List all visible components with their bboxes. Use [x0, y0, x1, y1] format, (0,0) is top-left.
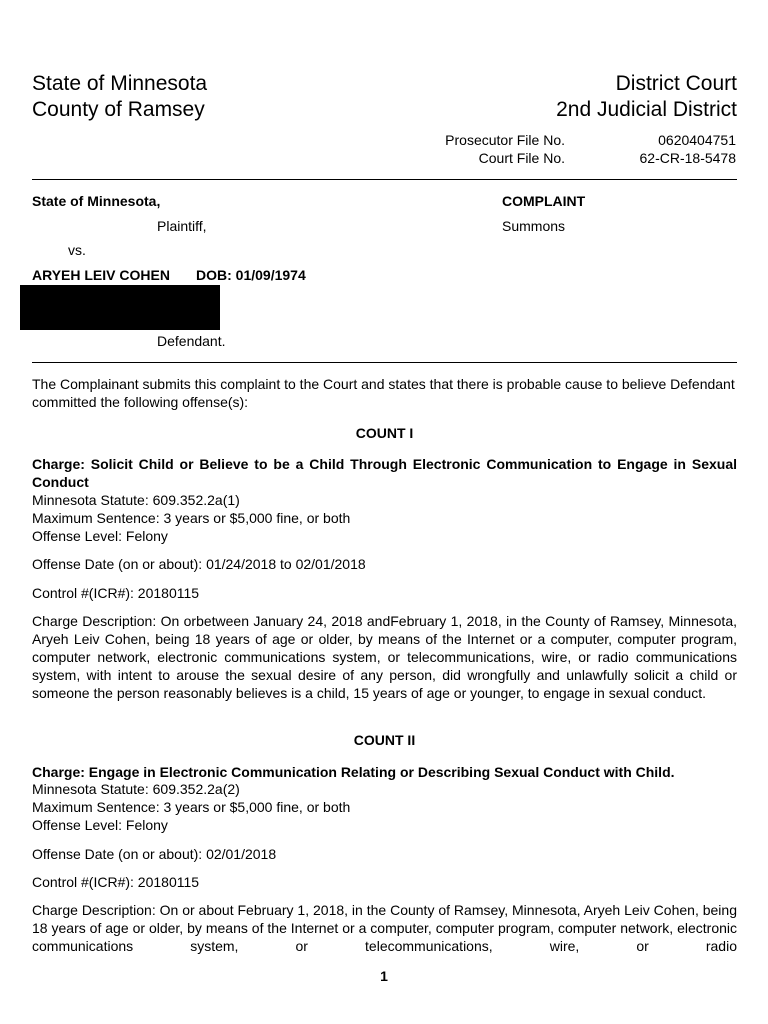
defendant-dob: DOB: 01/09/1974 — [196, 267, 306, 283]
count-control-number: Control #(ICR#): 20180115 — [32, 585, 200, 601]
header-divider — [32, 179, 737, 180]
count-title: COUNT I — [355, 425, 414, 441]
court-heading: District Court — [615, 72, 737, 95]
prosecutor-file-label: Prosecutor File No. — [445, 132, 565, 148]
count-description: Charge Description: On orbetween January 24, 2018 andFebruary 1, 2018, in the County of Ramsey, Minnesota, Aryeh Leiv Cohen, being 18 years of age or older, by means of the Internet or a computer, computer program, computer network, electronic communications system, or telecommunications, wire, or radio communications system, with intent to arouse the sexual desire of any person, did wrongfully and unlawfully solicit a child or someone the person reasonably believes is a child, 15 years of age or younger, to engage in sexual conduct. — [32, 613, 737, 701]
caption-divider — [32, 362, 737, 363]
count-statute: Minnesota Statute: 609.352.2a(2) — [32, 781, 240, 797]
court-file-value: 62-CR-18-5478 — [639, 150, 736, 166]
county-heading: County of Ramsey — [32, 98, 205, 121]
count-offense-level: Offense Level: Felony — [32, 817, 168, 833]
court-file-label: Court File No. — [478, 150, 565, 166]
count-description: Charge Description: On or about February 1, 2018, in the County of Ramsey, Minnesota, Aryeh Leiv Cohen, being 18 years of age or older, by means of the Internet or a computer, computer program, computer network, electronic communications system, or telecommunications, wire, or radio — [32, 902, 737, 954]
state-heading: State of Minnesota — [32, 72, 208, 95]
count-max-sentence: Maximum Sentence: 3 years or $5,000 fine, or both — [32, 510, 351, 526]
count-title: COUNT II — [353, 732, 416, 748]
plaintiff-name: State of Minnesota, — [32, 193, 161, 209]
redaction-block — [20, 285, 220, 330]
summons-label: Summons — [502, 218, 566, 234]
count-offense-level: Offense Level: Felony — [32, 528, 168, 544]
count-charge: Charge: Solicit Child or Believe to be a Child Through Electronic Communication to Engage in Sexual Conduct — [32, 456, 737, 490]
page-number: 1 — [380, 968, 388, 984]
count-statute: Minnesota Statute: 609.352.2a(1) — [32, 492, 240, 508]
plaintiff-role: Plaintiff, — [157, 218, 207, 234]
count-max-sentence: Maximum Sentence: 3 years or $5,000 fine, or both — [32, 799, 351, 815]
versus-label: vs. — [68, 242, 86, 258]
count-control-number: Control #(ICR#): 20180115 — [32, 874, 200, 890]
district-heading: 2nd Judicial District — [556, 98, 737, 121]
defendant-name: ARYEH LEIV COHEN — [32, 267, 170, 283]
count-offense-date: Offense Date (on or about): 02/01/2018 — [32, 846, 277, 862]
document-type: COMPLAINT — [502, 193, 586, 209]
count-offense-date: Offense Date (on or about): 01/24/2018 to 02/01/2018 — [32, 556, 366, 572]
intro-paragraph: The Complainant submits this complaint to the Court and states that there is probable cause to believe Defendant committed the following offense(s): — [32, 376, 735, 410]
count-charge: Charge: Engage in Electronic Communication Relating or Describing Sexual Conduct with Child. — [32, 764, 675, 780]
defendant-role: Defendant. — [157, 333, 226, 349]
prosecutor-file-value: 0620404751 — [658, 132, 736, 148]
